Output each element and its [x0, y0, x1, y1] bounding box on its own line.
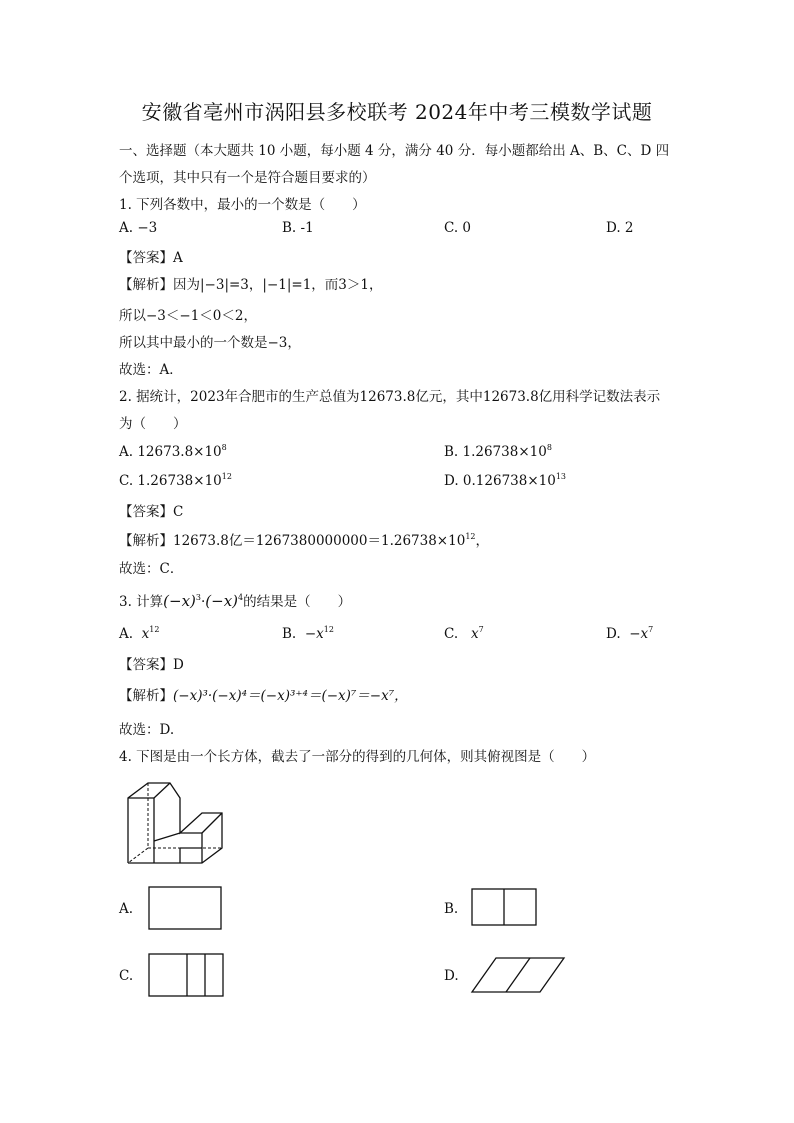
q1-stem: 1. 下列各数中，最小的一个数是（ ）	[119, 197, 366, 213]
q1-analysis-4: 故选：A．	[119, 362, 183, 378]
q2-conclusion: 故选：C．	[119, 561, 184, 577]
q4-option-c-label: C.	[119, 968, 134, 984]
section-heading-line1: 一、选择题（本大题共 10 小题，每小题 4 分，满分 40 分．每小题都给出 A、B、C、D 四	[119, 143, 670, 159]
q2-option-b: B. $1.26738\times 10^8$	[444, 443, 552, 460]
section-heading-line2: 个选项，其中只有一个是符合题目要求的）	[119, 170, 376, 186]
q1-analysis-2: 所以−3＜−1＜0＜2，	[119, 308, 257, 324]
q4-stem: 4. 下图是由一个长方体，截去了一部分的得到的几何体，则其俯视图是（ ）	[119, 749, 596, 765]
q4-option-b-label: B.	[444, 901, 459, 917]
q2-stem-line2: 为（ ）	[119, 416, 187, 432]
q3-conclusion: 故选：D.	[119, 722, 175, 738]
q2-stem-line1: 2. 据统计，2023年合肥市的生产总值为12673.8亿元，其中12673.8亿用科学记数法表示	[119, 389, 661, 405]
q1-option-a: A. −3	[119, 220, 158, 236]
q3-option-c: C. $x^7$	[444, 625, 484, 642]
q3-option-a: A. $x^{12}$	[119, 625, 160, 642]
q1-answer: 【答案】A	[119, 250, 183, 266]
q3-option-b: B. $-x^{12}$	[282, 625, 334, 642]
q3-answer: 【答案】D	[119, 657, 184, 673]
q4-option-a-label: A.	[119, 901, 134, 917]
q1-analysis-1: 【解析】因为|−3|=3，|−1|=1，而3＞1，	[119, 277, 383, 293]
q2-option-a: A. $12673.8\times 10^8$	[119, 443, 227, 460]
q2-analysis: 【解析】12673.8亿$=1267380000000=1.26738\times 10^{12}$，	[119, 532, 489, 549]
q1-option-d: D. 2	[606, 220, 634, 236]
q1-analysis-3: 所以其中最小的一个数是−3，	[119, 335, 301, 351]
q3-stem: 3. 计算$(-x)^3\cdot(-x)^4$的结果是（ ）	[119, 592, 352, 610]
q1-option-c: C. 0	[444, 220, 472, 236]
q4-option-d-figure	[470, 955, 566, 995]
q3-analysis: 【解析】(−x)³·(−x)⁴＝(−x)³⁺⁴＝(−x)⁷＝−x⁷，	[119, 688, 408, 704]
solid-figure	[118, 773, 228, 871]
q2-answer: 【答案】C	[119, 504, 184, 520]
q1-option-b: B. -1	[282, 220, 314, 236]
q4-option-c-figure	[147, 952, 225, 998]
page-title: 安徽省亳州市涡阳县多校联考 2024年中考三模数学试题	[141, 100, 653, 124]
q2-option-d: D. $0.126738\times 10^{13}$	[444, 472, 567, 489]
q2-option-c: C. $1.26738\times 10^{12}$	[119, 472, 232, 489]
q4-option-b-figure	[470, 887, 538, 927]
q4-option-d-label: D.	[444, 968, 459, 984]
q3-option-d: D. $-x^7$	[606, 625, 654, 642]
q4-option-a-figure	[147, 885, 223, 931]
